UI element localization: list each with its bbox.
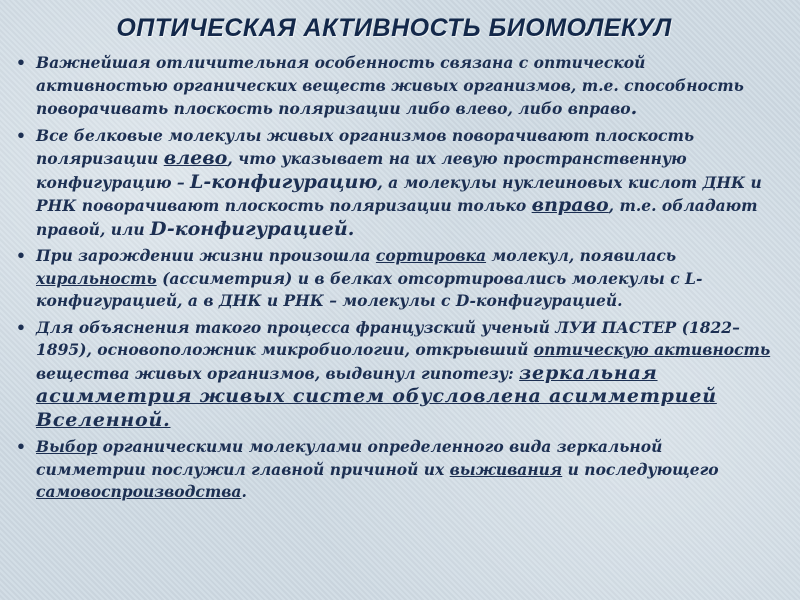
underlined-sorting: сортировка: [375, 246, 487, 265]
underlined-optical-activity: оптическую активность: [533, 340, 771, 359]
d-configuration-term: D-конфигурацией.: [150, 217, 355, 240]
bullet-1-text: Важнейшая отличительная особенность связана с оптической активностью органических веществ живых организмов, т.е. способность поворачивать плоскость поляризации либо влево, либо вправо: [36, 53, 744, 118]
bullet-3-text-b: молекул, появилась: [486, 246, 677, 265]
bullet-2-text-c: , а молекулы нуклеиновых кислот ДНК и РНК поворачивают плоскость поляризации только: [36, 172, 762, 215]
underlined-right: вправо: [531, 194, 609, 216]
bullet-4-text-b: вещества живых организмов, выдвинул гипотезу:: [36, 363, 520, 383]
bullet-list: [14, 52, 774, 504]
bullet-5-text-c: .: [241, 482, 247, 501]
bullet-3-text-a: При зарождении жизни произошла: [36, 246, 376, 265]
hypothesis-text: зеркальная асимметрия живых систем обусловлена асимметрией Вселенной.: [36, 361, 717, 431]
bullet-5-text-b: и последующего: [562, 459, 719, 479]
slide-title: ОПТИЧЕСКАЯ АКТИВНОСТЬ БИОМОЛЕКУЛ: [116, 14, 672, 42]
bullet-3-text-c: (ассиметрия) и в белках отсортировались молекулы с L-конфигурацией, а в ДНК и РНК – молекулы с D-конфигурацией.: [36, 268, 703, 310]
bullet-item-2: [14, 125, 774, 242]
underlined-choice: Выбор: [36, 437, 98, 456]
bullet-item-3: [14, 245, 774, 313]
bullet-item-1: [14, 52, 774, 121]
bullet-1-period: .: [630, 97, 638, 119]
bullet-2-text-d: , т.е. обладают правой, или: [36, 196, 758, 239]
l-configuration-term: L-конфигурацию: [190, 170, 378, 193]
bullet-5-text-a: органическими молекулами определенного вида зеркальной симметрии послужил главной причиной их: [36, 437, 663, 479]
bullet-item-4: [14, 317, 774, 433]
underlined-left: влево: [163, 147, 228, 169]
bullet-2-text-b: , что указывает на их левую пространственную конфигурацию –: [36, 149, 687, 192]
bullet-2-text-a: Все белковые молекулы живых организмов поворачивают плоскость поляризации: [36, 125, 695, 168]
bullet-item-5: [14, 436, 774, 504]
underlined-self-reproduction: самовоспроизводства: [36, 482, 242, 501]
underlined-chirality: хиральность: [36, 268, 157, 288]
bullet-4-text-a: Для объяснения такого процесса французский ученый ЛУИ ПАСТЕР (1822–1895), основоположник микробиологии, открывший: [36, 317, 740, 359]
underlined-survival: выживания: [449, 459, 563, 479]
